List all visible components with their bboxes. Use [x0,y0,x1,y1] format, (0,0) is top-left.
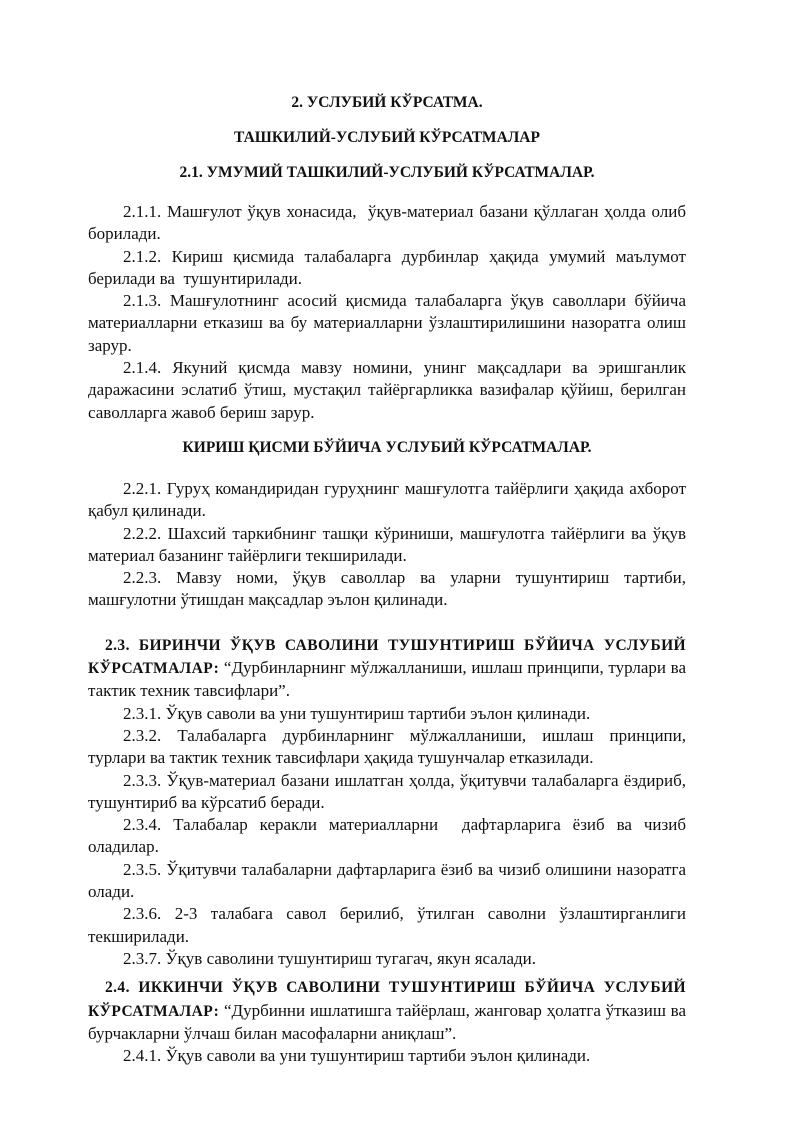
paragraph-2-2-1: 2.2.1. Гуруҳ командиридан гуруҳнинг машғулотга тайёрлиги ҳақида ахборот қабул қилинади. [88,478,691,521]
section-2-4-heading-lead: 2.4. ИККИНЧИ ЎҚУВ САВОЛИНИ ТУШУНТИРИШ БЎЙИЧА УСЛУБИЙ КЎРСАТМАЛАР: [88,979,686,1020]
paragraph-2-3-7: 2.3.7. Ўқув саволини тушунтириш тугагач, якун ясалади. [123,948,537,968]
paragraph-2-1-2: 2.1.2. Кириш қисмида талабаларга дурбинлар ҳақида умумий маълумот берилади ва тушунтирилади. [88,246,691,288]
paragraph-2-1-4: 2.1.4. Якуний қисмда мавзу номини, унинг мақсадлари ва эришганлик даражасини эслатиб ўтиш, мустақил тайёргарликка вазифалар қўйиш, берилган саволларга жавоб бериш зарур. [88,358,691,422]
document-subtitle: ТАШКИЛИЙ-УСЛУБИЙ КЎРСАТМАЛАР [234,129,540,146]
section-2-3-heading-lead: 2.3. БИРИНЧИ ЎҚУВ САВОЛИНИ ТУШУНТИРИШ БЎЙИЧА УСЛУБИЙ КЎРСАТМАЛАР: [88,636,686,678]
section-2-3-heading-topic: “Дурбинларнинг мўлжалланиши, ишлаш принципи, турлари ва тактик техник тавсифлари”. [88,658,687,701]
paragraph-2-1-3: 2.1.3. Машғулотнинг асосий қисмида талабаларга ўқув саволлари бўйича материалларни етказиш ва бу материалларни ўзлаштирилишини назоратга олиш зарур. [88,291,691,355]
paragraph-2-3-3: 2.3.3. Ўқув-материал базани ишлатган ҳолда, ўқитувчи талабаларга ёздириб, тушунтириб ва кўрсатиб беради. [88,770,691,812]
paragraph-2-3-1: 2.3.1. Ўқув саволи ва уни тушунтириш тартиби эълон қилинади. [123,703,591,723]
section-2-2-heading: КИРИШ ҚИСМИ БЎЙИЧА УСЛУБИЙ КЎРСАТМАЛАР. [182,438,592,456]
paragraph-2-3-2: 2.3.2. Талабаларга дурбинларнинг мўлжалланиши, ишлаш принципи, турлари ва тактик техник тавсифлари ҳақида тушунчалар етказилади. [88,725,691,768]
section-2-1-heading: 2.1. УМУМИЙ ТАШКИЛИЙ-УСЛУБИЙ КЎРСАТМАЛАР. [179,164,595,181]
document-body [88,93,691,1067]
section-2-3-heading [88,634,686,703]
paragraph-2-3-4: 2.3.4. Талабалар керакли материалларни дафтарларига ёзиб ва чизиб оладилар. [88,815,691,857]
paragraph-2-3-6: 2.3.6. 2-3 талабага савол берилиб, ўтилган саволни ўзлаштирганлиги текширилади. [88,904,691,946]
paragraph-2-2-3: 2.2.3. Мавзу номи, ўқув саволлар ва уларни тушунтириш тартиби, машғулотни ўтишдан мақсадлар эълон қилинади. [88,568,691,610]
document-title: 2. УСЛУБИЙ КЎРСАТМА. [291,94,483,111]
paragraph-2-2-2: 2.2.2. Шахсий таркибнинг ташқи кўриниши, машғулотга тайёрлиги ва ўқув материал базанинг тайёрлиги текширилади. [88,523,691,565]
section-2-4-heading [88,976,686,1045]
paragraph-2-1-1: 2.1.1. Машғулот ўқув хонасида, ўқув-материал базани қўллаган ҳолда олиб борилади. [88,202,691,244]
paragraph-2-4-1: 2.4.1. Ўқув саволи ва уни тушунтириш тартиби эълон қилинади. [123,1046,591,1066]
section-2-4-heading-topic: “Дурбинни ишлатишга тайёрлаш, жанговар ҳолатга ўтказиш ва бурчакларни ўлчаш билан масофаларни аниқлаш”. [88,1000,687,1043]
paragraph-2-3-5: 2.3.5. Ўқитувчи талабаларни дафтарларига ёзиб ва чизиб олишини назоратга олади. [88,859,691,902]
